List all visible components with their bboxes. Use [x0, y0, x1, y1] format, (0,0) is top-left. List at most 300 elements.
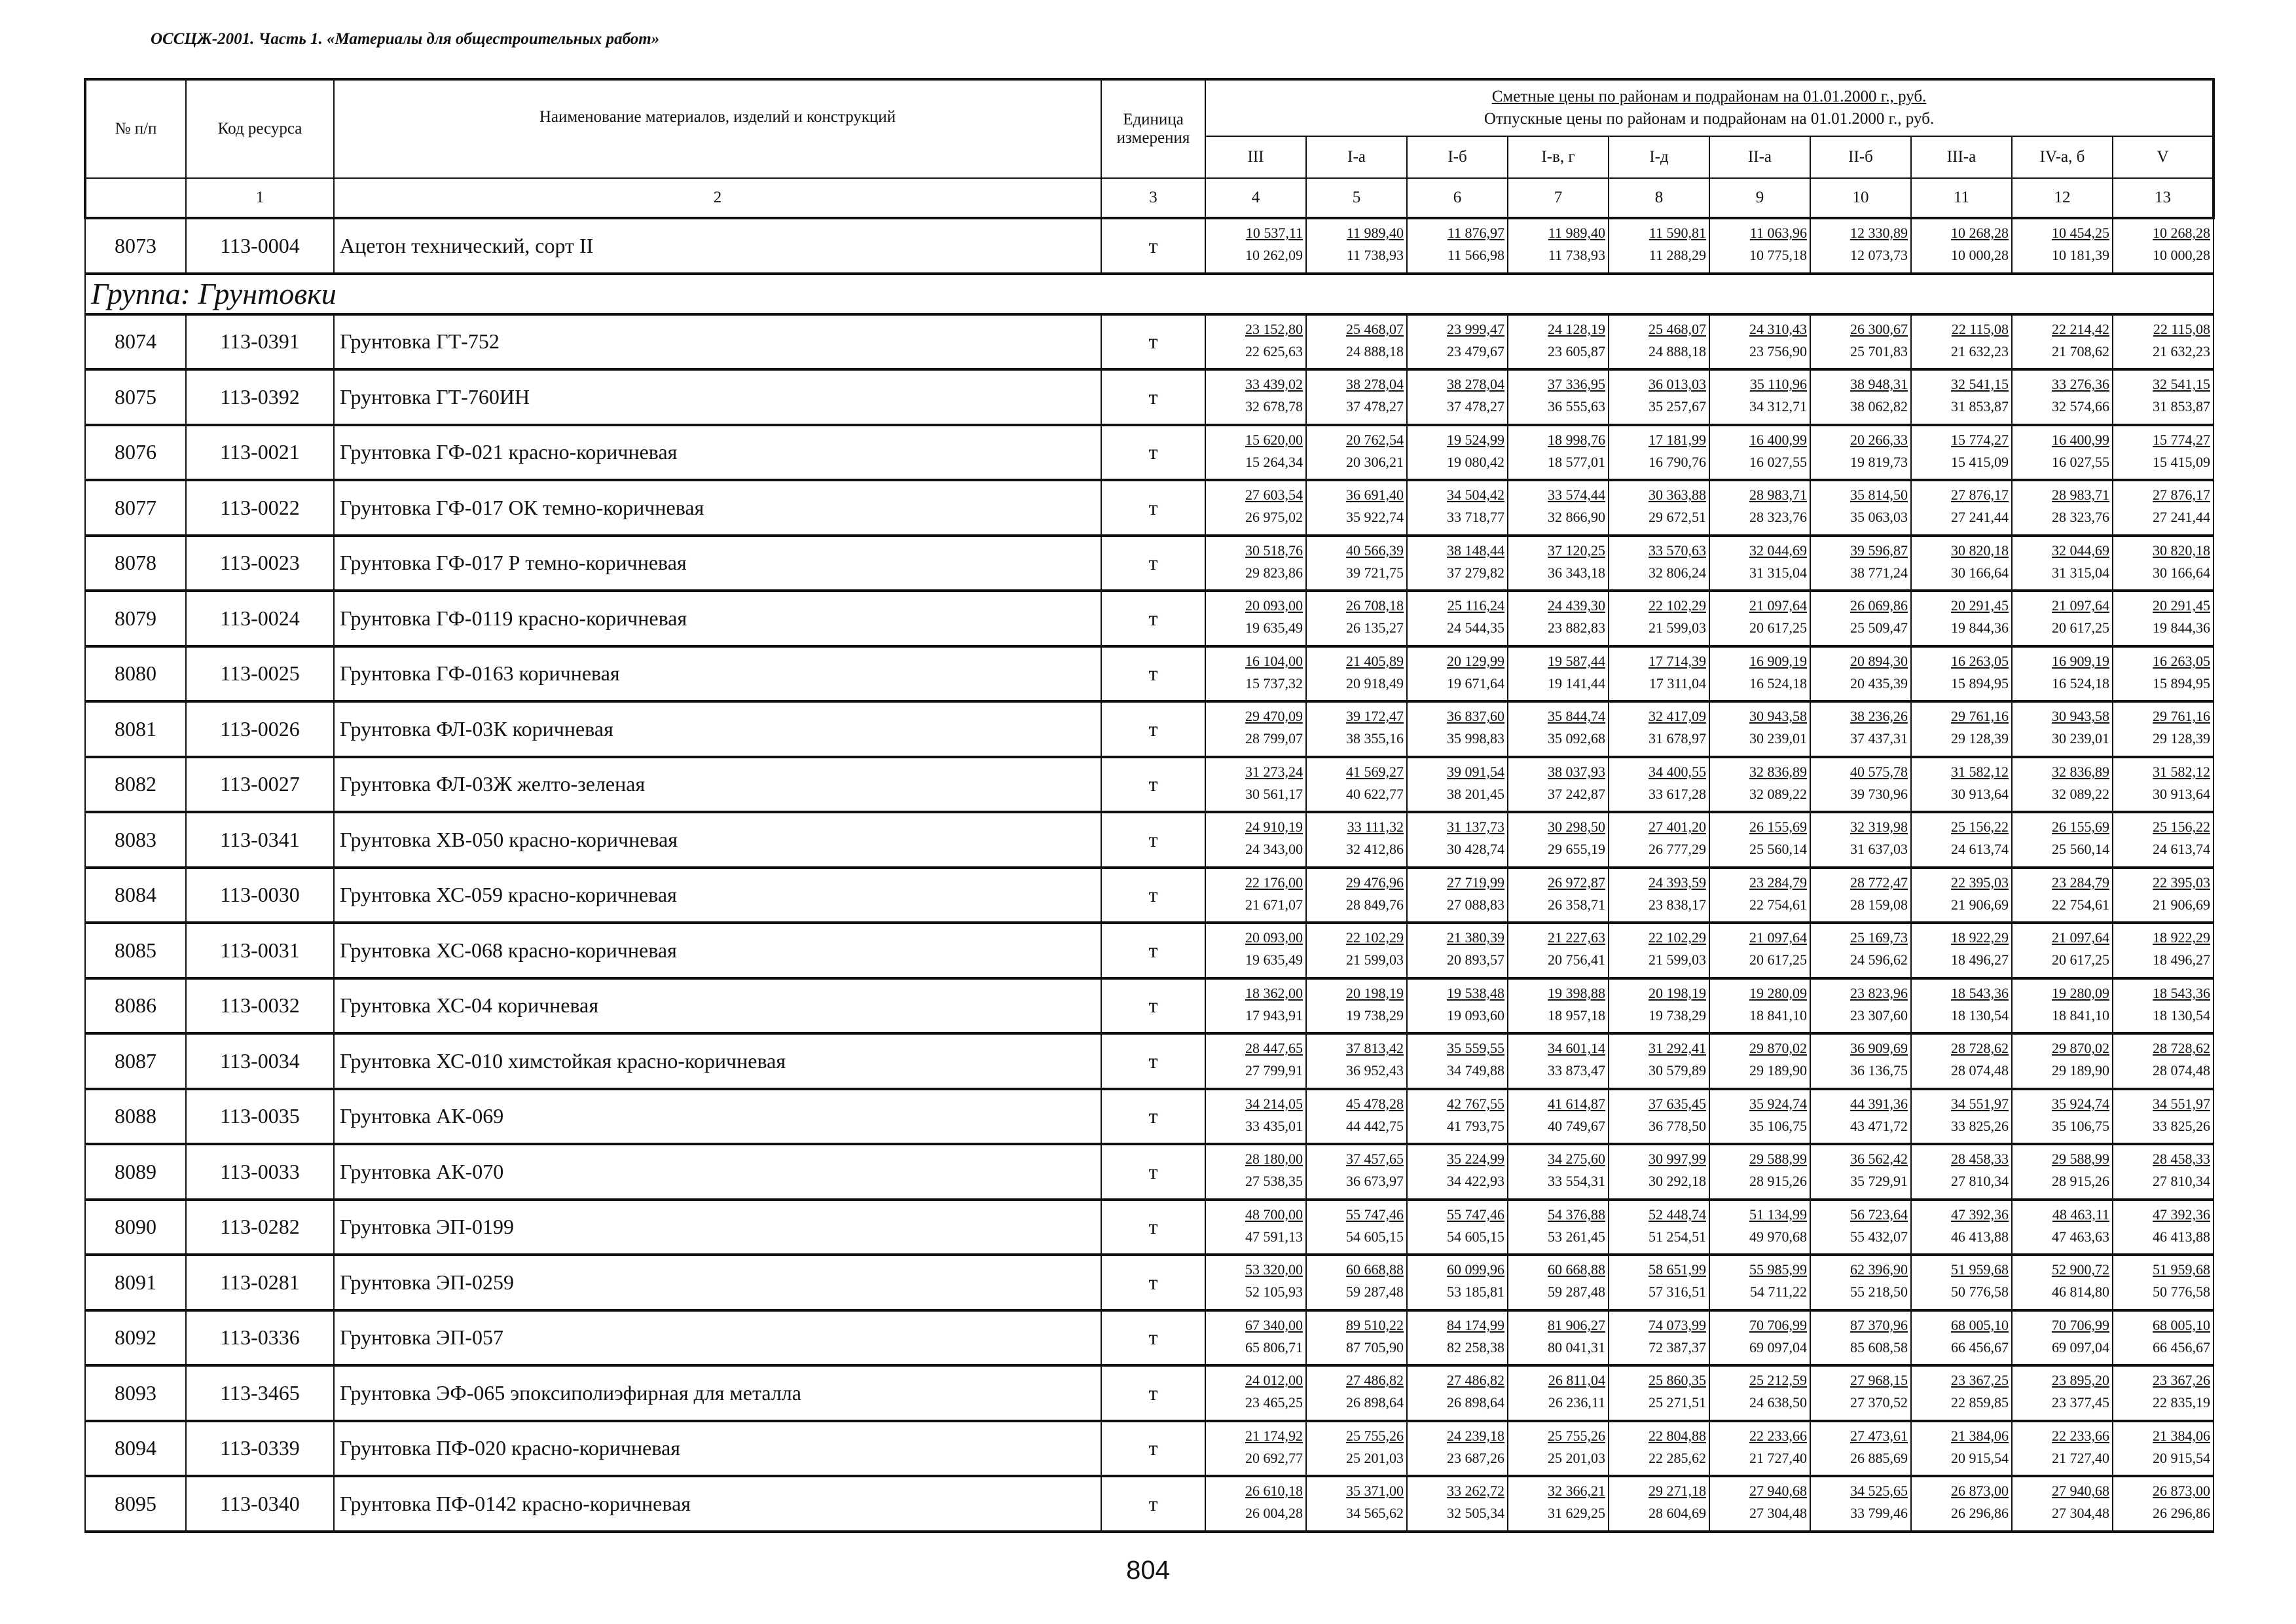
- release-price: 10 000,28: [1951, 247, 2009, 264]
- price-cell: [1709, 218, 1810, 274]
- estimate-price: 28 728,62: [1951, 1040, 2009, 1057]
- estimate-price: 70 706,99: [1749, 1316, 1807, 1333]
- estimate-price: 11 063,96: [1749, 225, 1807, 242]
- release-price: 23 882,83: [1548, 619, 1605, 637]
- release-price: 24 596,62: [1850, 951, 1908, 969]
- price-cell: [2012, 218, 2113, 274]
- price-cell: [1508, 812, 1609, 868]
- release-price: 22 859,85: [1951, 1394, 2009, 1411]
- estimate-price: 21 384,06: [2153, 1427, 2211, 1444]
- estimate-price: 31 273,24: [1245, 763, 1303, 780]
- price-cell: [2113, 314, 2214, 370]
- estimate-price: 27 876,17: [1951, 487, 2009, 504]
- price-cell: [2113, 1144, 2214, 1200]
- estimate-price: 47 392,36: [1951, 1206, 2009, 1223]
- price-cell: [1407, 646, 1508, 702]
- estimate-price: 36 691,40: [1346, 487, 1404, 504]
- price-cell: [1205, 1200, 1306, 1255]
- estimate-price: 27 401,20: [1649, 819, 1706, 836]
- price-cell: [1609, 812, 1709, 868]
- release-price: 46 814,80: [2052, 1283, 2109, 1301]
- release-price: 20 915,54: [1951, 1449, 2009, 1466]
- estimate-price: 33 276,36: [2052, 376, 2109, 393]
- release-price: 11 566,98: [1447, 247, 1504, 264]
- price-cell: [1205, 536, 1306, 591]
- estimate-price: 25 860,35: [1649, 1372, 1706, 1389]
- price-cell: [1609, 646, 1709, 702]
- estimate-price: 23 999,47: [1447, 320, 1504, 337]
- release-price: 26 236,11: [1548, 1394, 1605, 1411]
- estimate-price: 26 708,18: [1346, 597, 1404, 614]
- estimate-price: 24 128,19: [1548, 320, 1605, 337]
- release-price: 25 701,83: [1850, 342, 1908, 360]
- estimate-price: 51 134,99: [1749, 1206, 1807, 1223]
- column-number: 8: [1609, 178, 1709, 218]
- release-price: 37 279,82: [1447, 564, 1504, 581]
- estimate-price: 27 968,15: [1850, 1372, 1908, 1389]
- estimate-price: 31 582,12: [2153, 763, 2211, 780]
- estimate-price: 35 844,74: [1548, 708, 1605, 725]
- release-price: 35 998,83: [1447, 730, 1504, 747]
- estimate-price: 11 989,40: [1346, 225, 1404, 242]
- estimate-price: 23 367,26: [2153, 1372, 2211, 1389]
- estimate-price: 26 811,04: [1548, 1372, 1605, 1389]
- estimate-price: 24 239,18: [1447, 1427, 1504, 1444]
- release-price: 11 288,29: [1649, 247, 1706, 264]
- release-price: 28 915,26: [2052, 1173, 2109, 1190]
- price-cell: [1508, 218, 1609, 274]
- release-price: 19 635,49: [1245, 619, 1303, 637]
- price-cell: [1306, 978, 1407, 1034]
- price-cell: [1911, 591, 2012, 646]
- material-name: Грунтовка ЭФ-065 эпоксиполиэфирная для металла: [334, 1365, 1101, 1421]
- resource-code: 113-0282: [186, 1200, 334, 1255]
- release-price: 50 776,58: [1951, 1283, 2009, 1301]
- estimate-price: 32 044,69: [1749, 542, 1807, 559]
- estimate-price: 20 266,33: [1850, 431, 1908, 448]
- estimate-price: 28 772,47: [1850, 874, 1908, 891]
- region-header: I-б: [1407, 136, 1508, 178]
- release-price: 24 343,00: [1245, 841, 1303, 858]
- release-price: 29 128,39: [2153, 730, 2211, 747]
- resource-code: 113-0034: [186, 1033, 334, 1089]
- release-price: 34 422,93: [1447, 1173, 1504, 1190]
- release-price: 27 370,52: [1850, 1394, 1908, 1411]
- estimate-price: 27 486,82: [1447, 1372, 1504, 1389]
- price-cell: [1609, 218, 1709, 274]
- release-price: 25 560,14: [2052, 841, 2109, 858]
- group-row: [85, 274, 2214, 314]
- release-price: 20 756,41: [1548, 951, 1605, 969]
- row-number: 8073: [85, 218, 186, 274]
- estimate-price: 39 596,87: [1850, 542, 1908, 559]
- price-cell: [1205, 1310, 1306, 1366]
- price-cell: [1407, 1421, 1508, 1477]
- release-price: 54 605,15: [1447, 1228, 1504, 1245]
- unit-cell: т: [1101, 536, 1205, 591]
- estimate-price: 21 405,89: [1346, 652, 1404, 669]
- release-price: 69 097,04: [1749, 1338, 1807, 1356]
- release-price: 27 241,44: [2153, 509, 2211, 526]
- estimate-price: 22 176,00: [1245, 874, 1303, 891]
- estimate-price: 30 943,58: [2052, 708, 2109, 725]
- estimate-price: 27 603,54: [1245, 487, 1303, 504]
- estimate-price: 22 395,03: [2153, 874, 2211, 891]
- estimate-price: 18 543,36: [1951, 984, 2009, 1001]
- release-price: 66 456,67: [1951, 1338, 2009, 1356]
- price-cell: [1609, 1255, 1709, 1310]
- column-number: 12: [2012, 178, 2113, 218]
- price-cell: [1911, 536, 2012, 591]
- release-price: 10 262,09: [1245, 247, 1303, 264]
- release-price: 30 913,64: [1951, 785, 2009, 802]
- release-price: 33 718,77: [1447, 509, 1504, 526]
- resource-code: 113-0391: [186, 314, 334, 370]
- estimate-price: 36 909,69: [1850, 1040, 1908, 1057]
- material-name: Грунтовка АК-070: [334, 1144, 1101, 1200]
- price-cell: [1407, 757, 1508, 813]
- column-number: 10: [1810, 178, 1911, 218]
- price-cell: [2113, 591, 2214, 646]
- region-header: I-в, г: [1508, 136, 1609, 178]
- release-price: 40 749,67: [1548, 1117, 1605, 1134]
- release-price: 15 415,09: [1951, 453, 2009, 470]
- price-cell: [2113, 1089, 2214, 1145]
- estimate-price: 11 876,97: [1447, 225, 1504, 242]
- release-price: 32 412,86: [1346, 841, 1404, 858]
- resource-code: 113-0022: [186, 480, 334, 536]
- release-price: 27 304,48: [1749, 1505, 1807, 1522]
- estimate-price: 37 635,45: [1649, 1095, 1706, 1112]
- estimate-price: 20 129,99: [1447, 652, 1504, 669]
- release-price: 41 793,75: [1447, 1117, 1504, 1134]
- price-cell: [2012, 1365, 2113, 1421]
- price-cell: [2012, 1033, 2113, 1089]
- price-cell: [1407, 923, 1508, 978]
- material-name: Грунтовка ФЛ-03К коричневая: [334, 701, 1101, 757]
- estimate-price: 16 400,99: [1749, 431, 1807, 448]
- price-cell: [1205, 978, 1306, 1034]
- row-number: 8080: [85, 646, 186, 702]
- release-price: 36 778,50: [1649, 1117, 1706, 1134]
- price-cell: [1508, 369, 1609, 425]
- estimate-price: 29 588,99: [2052, 1151, 2109, 1168]
- unit-cell: т: [1101, 812, 1205, 868]
- estimate-price: 33 574,44: [1548, 487, 1605, 504]
- table-row: [85, 1144, 2214, 1200]
- release-price: 36 136,75: [1850, 1062, 1908, 1079]
- release-price: 10 181,39: [2052, 247, 2109, 264]
- release-price: 31 853,87: [1951, 398, 2009, 415]
- release-price: 23 307,60: [1850, 1006, 1908, 1024]
- estimate-price: 20 291,45: [2153, 597, 2211, 614]
- release-price: 29 655,19: [1548, 841, 1605, 858]
- estimate-price: 19 398,88: [1548, 984, 1605, 1001]
- row-number: 8089: [85, 1144, 186, 1200]
- estimate-price: 38 278,04: [1346, 376, 1404, 393]
- estimate-price: 19 524,99: [1447, 431, 1504, 448]
- estimate-price: 17 181,99: [1649, 431, 1706, 448]
- estimate-price: 23 152,80: [1245, 320, 1303, 337]
- release-price: 47 591,13: [1245, 1228, 1303, 1245]
- price-cell: [1810, 868, 1911, 923]
- release-price: 32 806,24: [1649, 564, 1706, 581]
- price-cell: [1709, 1255, 1810, 1310]
- release-price: 21 906,69: [2153, 896, 2211, 913]
- price-cell: [2113, 1033, 2214, 1089]
- estimate-price: 33 262,72: [1447, 1483, 1504, 1500]
- estimate-price: 39 091,54: [1447, 763, 1504, 780]
- material-name: Грунтовка ГТ-760ИН: [334, 369, 1101, 425]
- release-price: 55 432,07: [1850, 1228, 1908, 1245]
- estimate-price: 28 728,62: [2153, 1040, 2211, 1057]
- release-price: 33 554,31: [1548, 1173, 1605, 1190]
- estimate-price: 16 909,19: [2052, 652, 2109, 669]
- estimate-price: 21 097,64: [1749, 929, 1807, 946]
- estimate-price: 89 510,22: [1346, 1316, 1404, 1333]
- price-cell: [1306, 218, 1407, 274]
- resource-code: 113-0027: [186, 757, 334, 813]
- price-cell: [1205, 1144, 1306, 1200]
- price-cell: [1911, 1365, 2012, 1421]
- price-cell: [1810, 757, 1911, 813]
- price-cell: [1609, 868, 1709, 923]
- price-cell: [2113, 868, 2214, 923]
- estimate-price: 27 940,68: [2052, 1483, 2109, 1500]
- release-price: 31 853,87: [2153, 398, 2211, 415]
- estimate-price: 26 069,86: [1850, 597, 1908, 614]
- price-cell: [1205, 314, 1306, 370]
- row-number: 8088: [85, 1089, 186, 1145]
- release-price: 30 292,18: [1649, 1173, 1706, 1190]
- estimate-price: 35 814,50: [1850, 487, 1908, 504]
- row-number: 8076: [85, 425, 186, 481]
- price-cell: [1911, 1421, 2012, 1477]
- release-price: 59 287,48: [1548, 1283, 1605, 1301]
- release-price: 46 413,88: [2153, 1228, 2211, 1245]
- price-cell: [2113, 812, 2214, 868]
- price-cell: [1205, 812, 1306, 868]
- table-row: [85, 868, 2214, 923]
- release-price: 27 088,83: [1447, 896, 1504, 913]
- estimate-price: 10 537,11: [1245, 225, 1303, 242]
- release-price: 33 873,47: [1548, 1062, 1605, 1079]
- price-cell: [1911, 314, 2012, 370]
- estimate-price: 34 601,14: [1548, 1040, 1605, 1057]
- release-price: 26 777,29: [1649, 841, 1706, 858]
- estimate-price: 34 551,97: [1951, 1095, 2009, 1112]
- release-price: 26 898,64: [1447, 1394, 1504, 1411]
- price-cell: [2113, 757, 2214, 813]
- estimate-price: 34 275,60: [1548, 1151, 1605, 1168]
- price-cell: [1709, 314, 1810, 370]
- release-price: 26 975,02: [1245, 509, 1303, 526]
- estimate-price: 35 371,00: [1346, 1483, 1404, 1500]
- release-price: 20 918,49: [1346, 674, 1404, 692]
- estimate-price: 44 391,36: [1850, 1095, 1908, 1112]
- release-price: 32 089,22: [1749, 785, 1807, 802]
- price-cell: [2012, 978, 2113, 1034]
- unit-cell: т: [1101, 868, 1205, 923]
- price-cell: [1810, 1033, 1911, 1089]
- price-cell: [1709, 425, 1810, 481]
- estimate-price: 25 156,22: [2153, 819, 2211, 836]
- release-price: 23 605,87: [1548, 342, 1605, 360]
- release-price: 28 915,26: [1749, 1173, 1807, 1190]
- estimate-price: 30 518,76: [1245, 542, 1303, 559]
- estimate-price: 29 870,02: [2052, 1040, 2109, 1057]
- release-price: 80 041,31: [1548, 1338, 1605, 1356]
- price-cell: [1508, 1365, 1609, 1421]
- estimate-price: 87 370,96: [1850, 1316, 1908, 1333]
- region-header: I-д: [1609, 136, 1709, 178]
- resource-code: 113-0341: [186, 812, 334, 868]
- release-price: 20 915,54: [2153, 1449, 2211, 1466]
- estimate-price: 29 761,16: [2153, 708, 2211, 725]
- estimate-price: 29 470,09: [1245, 708, 1303, 725]
- estimate-price: 52 900,72: [2052, 1261, 2109, 1278]
- price-cell: [1205, 369, 1306, 425]
- region-header: II-а: [1709, 136, 1810, 178]
- table-row: [85, 757, 2214, 813]
- price-cell: [1709, 591, 1810, 646]
- release-price: 33 617,28: [1649, 785, 1706, 802]
- price-cell: [1306, 923, 1407, 978]
- material-name: Грунтовка ГФ-021 красно-коричневая: [334, 425, 1101, 481]
- price-cell: [1508, 757, 1609, 813]
- row-number: 8081: [85, 701, 186, 757]
- release-price: 44 442,75: [1346, 1117, 1404, 1134]
- price-cell: [1911, 218, 2012, 274]
- estimate-price: 21 097,64: [1749, 597, 1807, 614]
- price-cell: [1407, 369, 1508, 425]
- release-price: 18 841,10: [1749, 1006, 1807, 1024]
- release-price: 29 189,90: [2052, 1062, 2109, 1079]
- price-cell: [1306, 536, 1407, 591]
- price-cell: [1306, 369, 1407, 425]
- estimate-price: 24 910,19: [1245, 819, 1303, 836]
- column-header-unit: Единица измерения: [1101, 79, 1205, 178]
- estimate-price: 27 940,68: [1749, 1483, 1807, 1500]
- price-cell: [1407, 1144, 1508, 1200]
- estimate-price: 52 448,74: [1649, 1206, 1706, 1223]
- material-name: Грунтовка ЭП-057: [334, 1310, 1101, 1366]
- release-price: 35 092,68: [1548, 730, 1605, 747]
- material-name: Грунтовка ГФ-0119 красно-коричневая: [334, 591, 1101, 646]
- release-price: 18 577,01: [1548, 453, 1605, 470]
- price-cell: [2113, 1421, 2214, 1477]
- price-cell: [1609, 1200, 1709, 1255]
- estimate-price: 29 588,99: [1749, 1151, 1807, 1168]
- estimate-price: 38 948,31: [1850, 376, 1908, 393]
- region-header: I-а: [1306, 136, 1407, 178]
- release-price: 24 613,74: [1951, 841, 2009, 858]
- estimate-price: 35 924,74: [2052, 1095, 2109, 1112]
- estimate-price: 48 700,00: [1245, 1206, 1303, 1223]
- estimate-price: 34 504,42: [1447, 487, 1504, 504]
- estimate-price: 21 097,64: [2052, 929, 2109, 946]
- price-cell: [1911, 1200, 2012, 1255]
- price-cell: [1407, 978, 1508, 1034]
- table-row: [85, 591, 2214, 646]
- price-cell: [1508, 536, 1609, 591]
- price-cell: [1911, 1144, 2012, 1200]
- unit-cell: т: [1101, 425, 1205, 481]
- estimate-price: 29 870,02: [1749, 1040, 1807, 1057]
- column-header-code: Код ресурса: [186, 79, 334, 178]
- release-price: 36 555,63: [1548, 398, 1605, 415]
- estimate-price: 16 263,05: [2153, 652, 2211, 669]
- release-price: 27 810,34: [2153, 1173, 2211, 1190]
- estimate-price: 18 543,36: [2153, 984, 2211, 1001]
- estimate-price: 36 013,03: [1649, 376, 1706, 393]
- estimate-price: 30 997,99: [1649, 1151, 1706, 1168]
- price-cell: [2012, 1476, 2113, 1532]
- price-cell: [1911, 868, 2012, 923]
- estimate-price: 35 110,96: [1749, 376, 1807, 393]
- estimate-price: 34 551,97: [2153, 1095, 2211, 1112]
- release-price: 54 711,22: [1749, 1283, 1807, 1301]
- estimate-price: 23 895,20: [2052, 1372, 2109, 1389]
- price-cell: [1609, 923, 1709, 978]
- estimate-price: 22 804,88: [1649, 1427, 1706, 1444]
- release-price: 65 806,71: [1245, 1338, 1303, 1356]
- price-cell: [1911, 701, 2012, 757]
- release-price: 22 835,19: [2153, 1394, 2211, 1411]
- column-number: 4: [1205, 178, 1306, 218]
- price-cell: [1609, 536, 1709, 591]
- release-price: 35 106,75: [1749, 1117, 1807, 1134]
- estimate-price: 29 271,18: [1649, 1483, 1706, 1500]
- estimate-price: 15 774,27: [1951, 431, 2009, 448]
- price-cell: [1609, 757, 1709, 813]
- release-price: 85 608,58: [1850, 1338, 1908, 1356]
- unit-cell: т: [1101, 1089, 1205, 1145]
- price-cell: [1709, 1365, 1810, 1421]
- release-price: 18 496,27: [2153, 951, 2211, 969]
- estimate-price: 20 093,00: [1245, 929, 1303, 946]
- price-cell: [1709, 1310, 1810, 1366]
- estimate-price: 22 102,29: [1346, 929, 1404, 946]
- estimate-price: 41 569,27: [1346, 763, 1404, 780]
- estimate-price: 23 367,25: [1951, 1372, 2009, 1389]
- estimate-price: 26 972,87: [1548, 874, 1605, 891]
- estimate-price: 84 174,99: [1447, 1316, 1504, 1333]
- price-cell: [1709, 1200, 1810, 1255]
- estimate-price: 28 983,71: [1749, 487, 1807, 504]
- estimate-price: 21 227,63: [1548, 929, 1605, 946]
- estimate-price: 55 985,99: [1749, 1261, 1807, 1278]
- release-price: 37 478,27: [1447, 398, 1504, 415]
- release-price: 21 632,23: [2153, 342, 2211, 360]
- price-cell: [1306, 1365, 1407, 1421]
- release-price: 51 254,51: [1649, 1228, 1706, 1245]
- estimate-price: 81 906,27: [1548, 1316, 1605, 1333]
- estimate-price: 34 525,65: [1850, 1483, 1908, 1500]
- estimate-price: 32 541,15: [1951, 376, 2009, 393]
- price-cell: [1810, 923, 1911, 978]
- material-name: Грунтовка ЭП-0259: [334, 1255, 1101, 1310]
- estimate-price: 24 310,43: [1749, 320, 1807, 337]
- release-price: 23 479,67: [1447, 342, 1504, 360]
- column-number: [85, 178, 186, 218]
- release-price: 21 727,40: [2052, 1449, 2109, 1466]
- price-cell: [2012, 1200, 2113, 1255]
- price-cell: [1709, 369, 1810, 425]
- unit-cell: т: [1101, 978, 1205, 1034]
- release-price: 23 756,90: [1749, 342, 1807, 360]
- release-price: 16 027,55: [1749, 453, 1807, 470]
